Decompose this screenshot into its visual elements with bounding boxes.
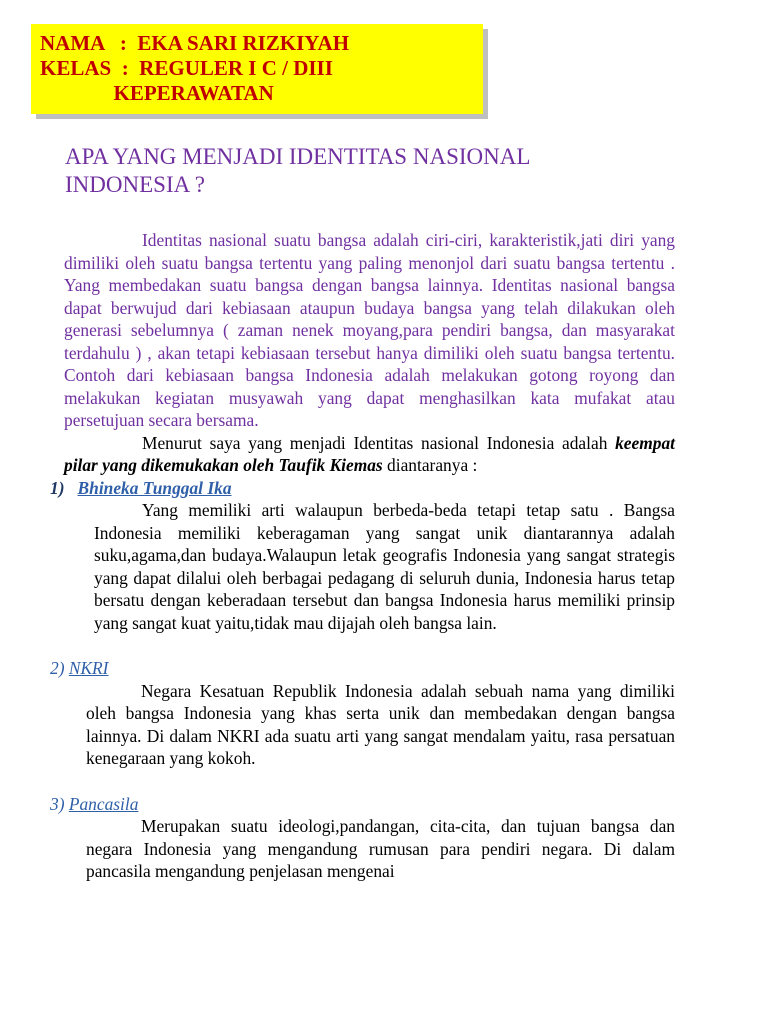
section-heading-3	[50, 793, 675, 816]
section-number-3: 3)	[50, 793, 65, 814]
opinion-emphasis: keempat pilar yang dikemukakan oleh Taufik Kiemas	[64, 432, 675, 475]
header-box	[31, 24, 483, 114]
opinion-start: Menurut saya yang menjadi Identitas nasional Indonesia adalah	[142, 432, 608, 453]
page-title-line-2: INDONESIA ?	[65, 172, 205, 197]
section-body-3: Merupakan suatu ideologi,pandangan, cita-cita, dan tujuan bangsa dan negara Indonesia yang mengandung rumusan para pendiri negara. Di dalam pancasila mengandung penjelasan mengenai	[86, 816, 675, 881]
page-title	[65, 143, 705, 199]
page-title-line-1: APA YANG MENJADI IDENTITAS NASIONAL	[65, 144, 531, 169]
section-label-1: Bhineka Tunggal Ika	[77, 477, 232, 498]
header-name-line: NAMA : EKA SARI RIZKIYAH	[40, 31, 350, 55]
header-program-line: KEPERAWATAN	[40, 81, 274, 105]
section-number-1: 1)	[50, 477, 65, 498]
document-body	[50, 229, 675, 883]
intro-paragraph: Identitas nasional suatu bangsa adalah ciri-ciri, karakteristik,jati diri yang dimiliki oleh suatu bangsa tertentu yang paling menonjol dari suatu bangsa tertentu . Yang membedakan suatu bangsa dengan bangsa lainnya. Identitas nasional bangsa dapat berwujud dari kebiasaan ataupun budaya bangsa yang telah dilakukan oleh generasi sebelumnya ( zaman nenek moyang,para pendiri bangsa, dan masyarakat terdahulu ) , akan tetapi kebiasaan tersebut hanya dimiliki oleh suatu bangsa tertentu. Contoh dari kebiasaan bangsa Indonesia adalah melakukan gotong royong dan melakukan kegiatan musyawah yang dapat menghasilkan kata mufakat atau persetujuan secara bersama.	[64, 230, 675, 430]
section-heading-1	[50, 477, 675, 500]
section-label-3: Pancasila	[68, 793, 139, 814]
header-class-line: KELAS : REGULER I C / DIII	[40, 56, 333, 80]
section-heading-2	[50, 657, 675, 680]
section-number-2: 2)	[50, 658, 65, 678]
section-body-2: Negara Kesatuan Republik Indonesia adalah sebuah nama yang dimiliki oleh bangsa Indonesia yang khas serta unik dan membedakan dengan bangsa lainnya. Di dalam NKRI ada suatu arti yang sangat mendalam yaitu, rasa persatuan kenegaraan yang kokoh.	[86, 680, 675, 768]
opinion-end: diantaranya :	[382, 455, 478, 475]
opinion-paragraph	[64, 432, 675, 477]
section-label-2: NKRI	[68, 658, 109, 678]
section-body-1: Yang memiliki arti walaupun berbeda-beda tetapi tetap satu . Bangsa Indonesia memiliki keberagaman yang sangat unik diantarannya adalah suku,agama,dan budaya.Walaupun letak geografis Indonesia yang sangat strategis yang dapat dilalui oleh berbagai pedagang di seluruh dunia, Indonesia harus tetap bersatu dengan keberadaan tersebut dan bangsa Indonesia harus memiliki prinsip yang sangat kuat yaitu,tidak mau dijajah oleh bangsa lain.	[94, 500, 675, 633]
